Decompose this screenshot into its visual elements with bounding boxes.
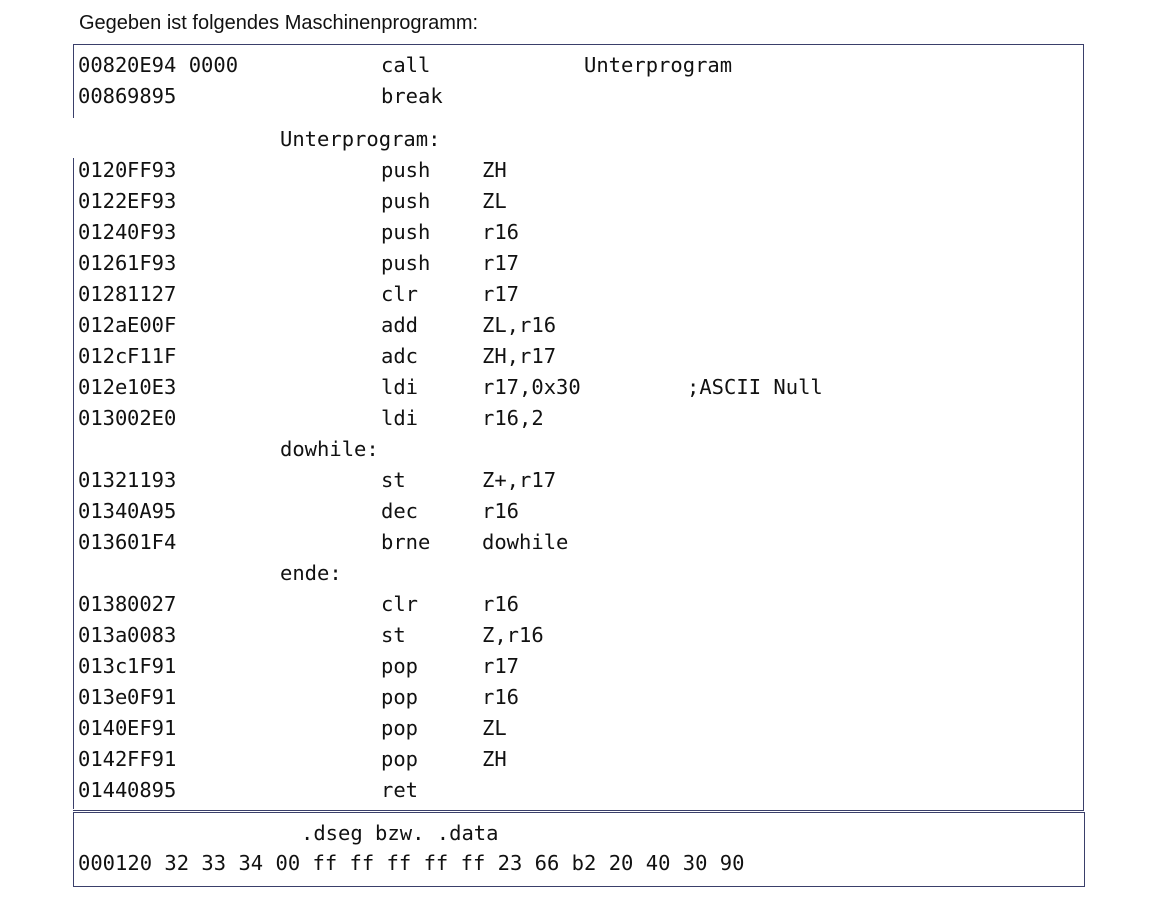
listing-opcode: 1193 <box>127 468 177 492</box>
listing-operand: dowhile <box>482 530 569 554</box>
listing-operand: ZH,r17 <box>482 344 557 368</box>
listing-address: 0126 <box>78 251 128 275</box>
listing-opcode: 0E94 0000 <box>127 53 239 77</box>
listing-mnemonic: call <box>381 53 431 77</box>
listing-address: 0138 <box>78 592 128 616</box>
listing-address: 0140 <box>78 716 128 740</box>
listing-left-rule-top <box>73 44 74 118</box>
listing-operand: Unterprogram <box>584 53 733 77</box>
listing-operand: ZL <box>482 189 507 213</box>
listing-opcode: 0895 <box>127 778 177 802</box>
data-directive: .dseg bzw. .data <box>301 821 499 845</box>
listing-opcode: EF91 <box>127 716 177 740</box>
memory-dump: 000120 32 33 34 00 ff ff ff ff ff 23 66 b2 20 40 30 90 <box>78 851 745 875</box>
listing-operand: r17 <box>482 654 520 678</box>
listing-address: 0130 <box>78 406 128 430</box>
listing-opcode: E00F <box>127 313 177 337</box>
listing-address: 0132 <box>78 468 128 492</box>
listing-opcode: 1F93 <box>127 251 177 275</box>
listing-operand: r17 <box>482 282 520 306</box>
listing-operand: ZL <box>482 716 507 740</box>
listing-mnemonic: dec <box>381 499 419 523</box>
listing-mnemonic: push <box>381 251 431 275</box>
listing-address: 0136 <box>78 530 128 554</box>
listing-mnemonic: push <box>381 189 431 213</box>
listing-mnemonic: st <box>381 623 406 647</box>
listing-opcode: 9895 <box>127 84 177 108</box>
listing-opcode: EF93 <box>127 189 177 213</box>
listing-opcode: F11F <box>127 344 177 368</box>
listing-operand: r17 <box>482 251 520 275</box>
listing-address: 0082 <box>78 53 128 77</box>
listing-address: 013e <box>78 685 128 709</box>
listing-operand: ZL,r16 <box>482 313 557 337</box>
listing-address: 012c <box>78 344 128 368</box>
listing-address: 012a <box>78 313 128 337</box>
listing-address: 0120 <box>78 158 128 182</box>
listing-mnemonic: break <box>381 84 443 108</box>
listing-opcode: 0F93 <box>127 220 177 244</box>
listing-mnemonic: ldi <box>381 406 419 430</box>
listing-mnemonic: st <box>381 468 406 492</box>
listing-operand: r16 <box>482 685 520 709</box>
listing-mnemonic: ldi <box>381 375 419 399</box>
listing-comment: ;ASCII Null <box>687 375 823 399</box>
page-heading-cropped <box>78 0 638 4</box>
listing-opcode: 1F91 <box>127 654 177 678</box>
listing-operand: ZH <box>482 158 507 182</box>
listing-mnemonic: pop <box>381 716 419 740</box>
listing-address: 0144 <box>78 778 128 802</box>
page-heading <box>78 0 553 1</box>
listing-address: 013c <box>78 654 128 678</box>
listing-address: 0134 <box>78 499 128 523</box>
listing-address: 0128 <box>78 282 128 306</box>
listing-opcode: FF91 <box>127 747 177 771</box>
listing-operand: Z,r16 <box>482 623 544 647</box>
listing-opcode: 1127 <box>127 282 177 306</box>
listing-address: 0142 <box>78 747 128 771</box>
data-segment-box <box>73 812 1085 887</box>
listing-opcode: FF93 <box>127 158 177 182</box>
listing-mnemonic: brne <box>381 530 431 554</box>
listing-address: 0122 <box>78 189 128 213</box>
listing-left-rule-bottom <box>73 158 74 809</box>
listing-mnemonic: clr <box>381 592 419 616</box>
listing-opcode: 0F91 <box>127 685 177 709</box>
listing-mnemonic: pop <box>381 685 419 709</box>
listing-mnemonic: push <box>381 220 431 244</box>
listing-mnemonic: ret <box>381 778 419 802</box>
listing-mnemonic: clr <box>381 282 419 306</box>
program-listing-box <box>73 44 1084 811</box>
listing-operand: r16 <box>482 592 520 616</box>
listing-address: 0124 <box>78 220 128 244</box>
listing-opcode: 02E0 <box>127 406 177 430</box>
listing-opcode: 0A95 <box>127 499 177 523</box>
listing-opcode: 01F4 <box>127 530 177 554</box>
listing-operand: r17,0x30 <box>482 375 581 399</box>
listing-opcode: 0027 <box>127 592 177 616</box>
listing-opcode: 10E3 <box>127 375 177 399</box>
listing-operand: r16 <box>482 499 520 523</box>
listing-operand: ZH <box>482 747 507 771</box>
listing-operand: r16 <box>482 220 520 244</box>
listing-operand: r16,2 <box>482 406 544 430</box>
listing-opcode: 0083 <box>127 623 177 647</box>
intro-text: Gegeben ist folgendes Maschinenprogramm: <box>79 12 479 34</box>
listing-address: 013a <box>78 623 128 647</box>
listing-mnemonic: pop <box>381 747 419 771</box>
listing-label: dowhile: <box>280 437 379 461</box>
listing-address: 0086 <box>78 84 128 108</box>
listing-mnemonic: add <box>381 313 419 337</box>
listing-operand: Z+,r17 <box>482 468 557 492</box>
listing-label: Unterprogram: <box>280 127 441 151</box>
listing-mnemonic: pop <box>381 654 419 678</box>
listing-address: 012e <box>78 375 128 399</box>
listing-mnemonic: adc <box>381 344 419 368</box>
listing-label: ende: <box>280 561 342 585</box>
listing-mnemonic: push <box>381 158 431 182</box>
